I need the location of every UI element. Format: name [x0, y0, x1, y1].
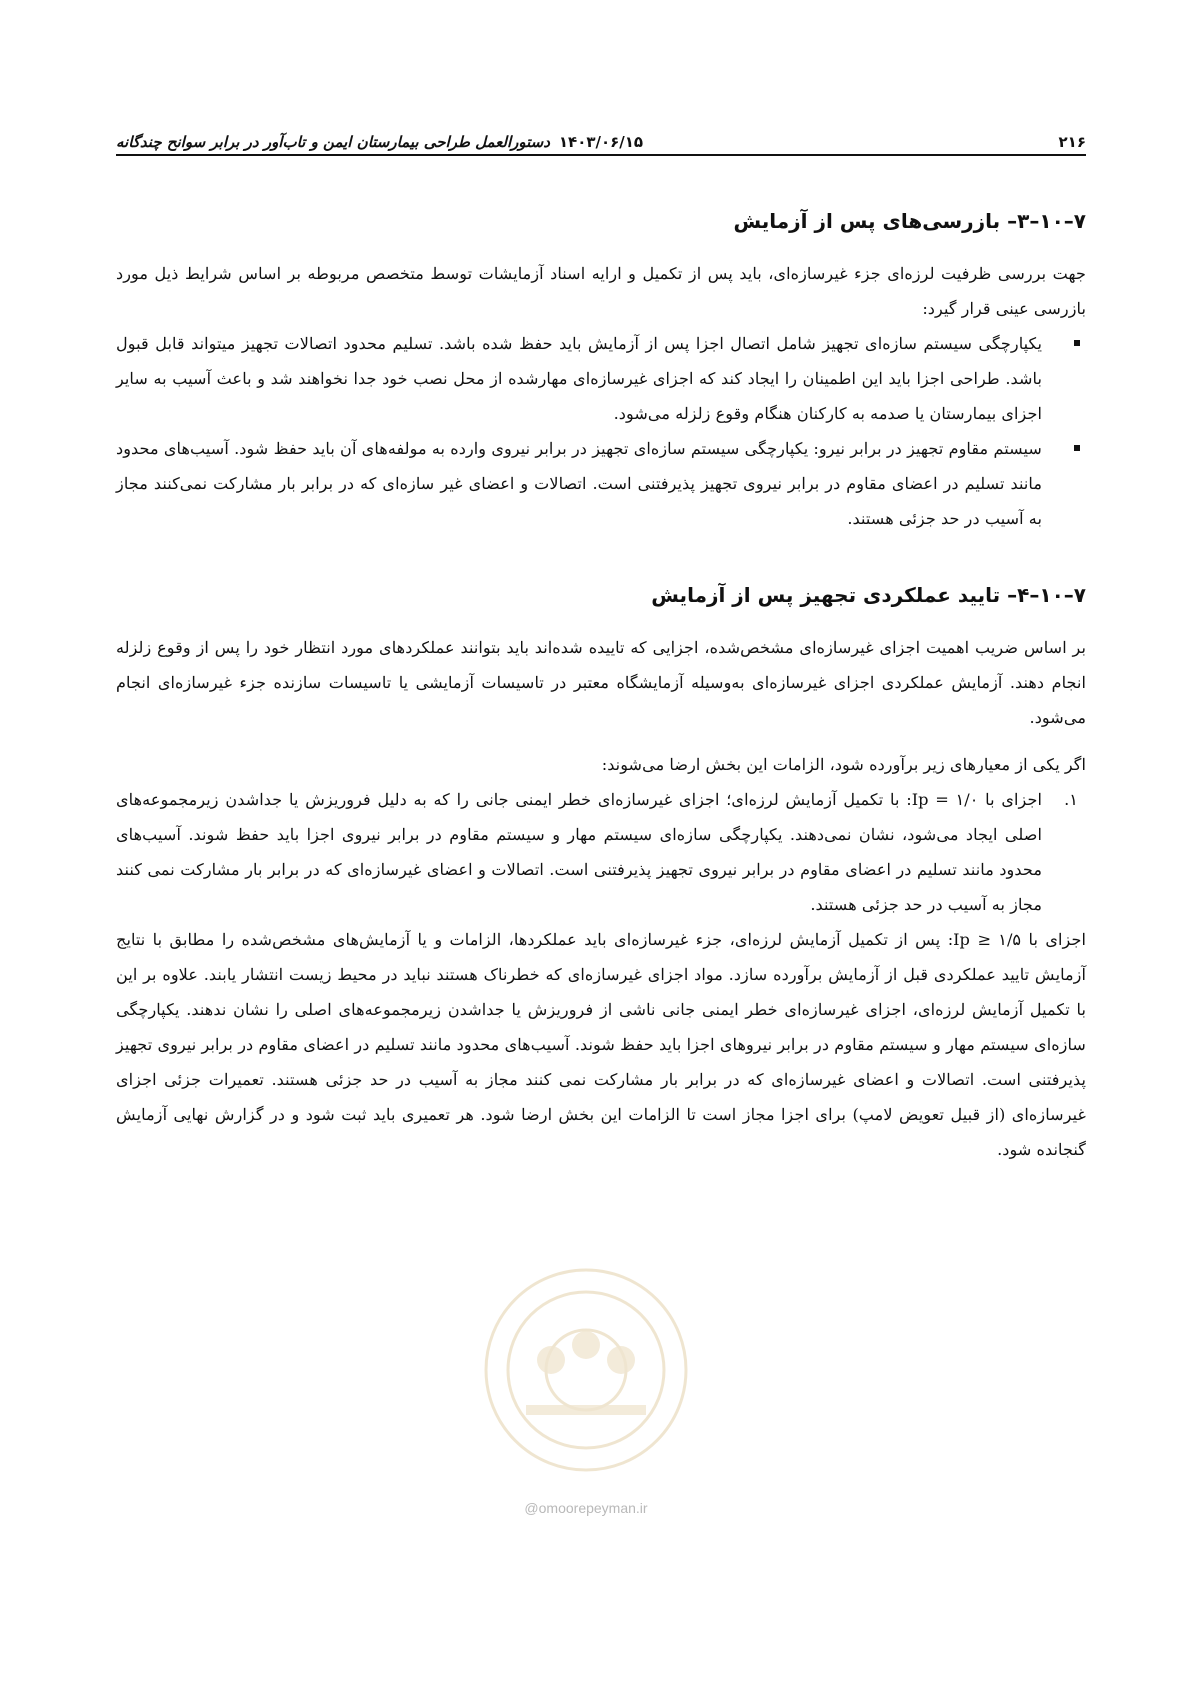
page-number: ۲۱۶: [1058, 133, 1086, 151]
numbered-item-text: اجزای با Ip = ۱/۰: با تکمیل آزمایش لرزه‌ای؛ اجزای غیرسازه‌ای خطر ایمنی جانی را که به دلیل فروریزش یا جداشدن زیرمجموعه‌های اصلی ایجاد می‌شود، نشان نمی‌دهند. یکپارچگی سازه‌ای سیستم مهار و سیستم مقاوم در برابر نیروی اجزا باید حفظ شوند. آسیب‌های محدود مانند تسلیم در اعضای مقاوم در برابر نیروی تجهیز پذیرفتنی است. اتصالات و اعضای غیرسازه‌ای که در برابر بار مشارکت نمی کنند مجاز به آسیب در حد جزئی هستند.: [116, 790, 1042, 914]
document-title: دستورالعمل طراحی بیمارستان ایمن و تاب‌آور در برابر سوانح چندگانه: [116, 133, 550, 151]
document-date: ۱۴۰۳/۰۶/۱۵: [558, 133, 644, 151]
square-bullet-icon: [1074, 340, 1080, 346]
watermark-seal-icon: [456, 1245, 716, 1495]
page-header: [116, 120, 1086, 156]
section1-bullet-list: [116, 326, 1086, 536]
bullet-text: سیستم مقاوم تجهیز در برابر نیرو: یکپارچگی سیستم سازه‌ای تجهیز در برابر نیروی وارده به مولفه‌های آن باید حفظ شود. آسیب‌های محدود مانند تسلیم در اعضای مقاوم در برابر نیروی تجهیز پذیرفتنی است. اتصالات و اعضای غیر سازه‌ای که در برابر بار مشارکت نمی‌کنند مجاز به آسیب در حد جزئی هستند.: [116, 439, 1042, 528]
section2-numbered-list: [116, 782, 1086, 922]
list-item: [116, 431, 1086, 536]
document-page: [116, 120, 1086, 1167]
square-bullet-icon: [1074, 445, 1080, 451]
watermark-text: @omoorepeyman.ir: [524, 1500, 648, 1516]
section1-intro: جهت بررسی ظرفیت لرزه‌ای جزء غیرسازه‌ای، باید پس از تکمیل و ارایه اسناد آزمایشات توسط متخصص مربوطه بر اساس شرایط ذیل مورد بازرسی عینی قرار گیرد:: [116, 264, 1086, 318]
item-number: ۱.: [1064, 790, 1078, 809]
bullet-text: یکپارچگی سیستم سازه‌ای تجهیز شامل اتصال اجزا پس از آزمایش باید حفظ شده باشد. تسلیم محدود اتصالات تجهیز میتواند قابل قبول باشد. طراحی اجزا باید این اطمینان را ایجاد کند که اجزای غیرسازه‌ای مهارشده از محل نصب خود جدا نخواهند شد و باعث آسیب به سایر اجزای بیمارستان یا صدمه به کارکنان هنگام وقوع زلزله می‌شود.: [116, 334, 1042, 423]
list-item: [116, 326, 1086, 431]
section-heading-functional-verification: ۷–۱۰–۴– تایید عملکردی تجهیز پس از آزمایش: [651, 583, 1086, 607]
list-item: [116, 782, 1086, 922]
section-heading-post-test-inspections: ۷–۱۰–۳– بازرسی‌های پس از آزمایش: [733, 209, 1086, 233]
section2-paragraph-1: بر اساس ضریب اهمیت اجزای غیرسازه‌ای مشخص‌شده، اجزایی که تاییده شده‌اند باید بتوانند عملکردهای مورد انتظار خود را پس از وقوع زلزله انجام دهند. آزمایش عملکردی اجزای غیرسازه‌ای به‌وسیله آزمایشگاه معتبر در تاسیسات آزمایشی یا تاسیسات سازنده جزء غیرسازه‌ای انجام می‌شود.: [116, 638, 1086, 727]
section2-paragraph-3: اجزای با Ip ≥ ۱/۵: پس از تکمیل آزمایش لرزه‌ای، جزء غیرسازه‌ای باید عملکردها، الزامات و یا آزمایش‌های مشخص‌شده را مطابق با نتایج آزمایش تایید عملکردی قبل از آزمایش برآورده سازد. مواد اجزای غیرسازه‌ای که خطرناک هستند نباید در محیط زیست انتشار یابند. علاوه بر این با تکمیل آزمایش لرزه‌ای، اجزای غیرسازه‌ای خطر ایمنی جانی ناشی از فروریزش یا جداشدن زیرمجموعه‌های اصلی را نشان ندهند. یکپارچگی سازه‌ای سیستم مهار و سیستم مقاوم در برابر نیروهای اجزا باید حفظ شوند. آسیب‌های محدود مانند تسلیم در اعضای مقاوم در برابر نیروی تجهیز پذیرفتنی است. اتصالات و اعضای غیرسازه‌ای که در برابر بار مشارکت نمی کنند مجاز به آسیب در حد جزئی هستند. تعمیرات جزئی اجزای غیرسازه‌ای (از قبیل تعویض لامپ) برای اجزا مجاز است تا الزامات این بخش ارضا شود. هر تعمیری باید ثبت شود و در گزارش نهایی آزمایش گنجانده شود.: [116, 930, 1086, 1159]
section2-paragraph-2: اگر یکی از معیارهای زیر برآورده شود، الزامات این بخش ارضا می‌شوند:: [601, 755, 1086, 774]
